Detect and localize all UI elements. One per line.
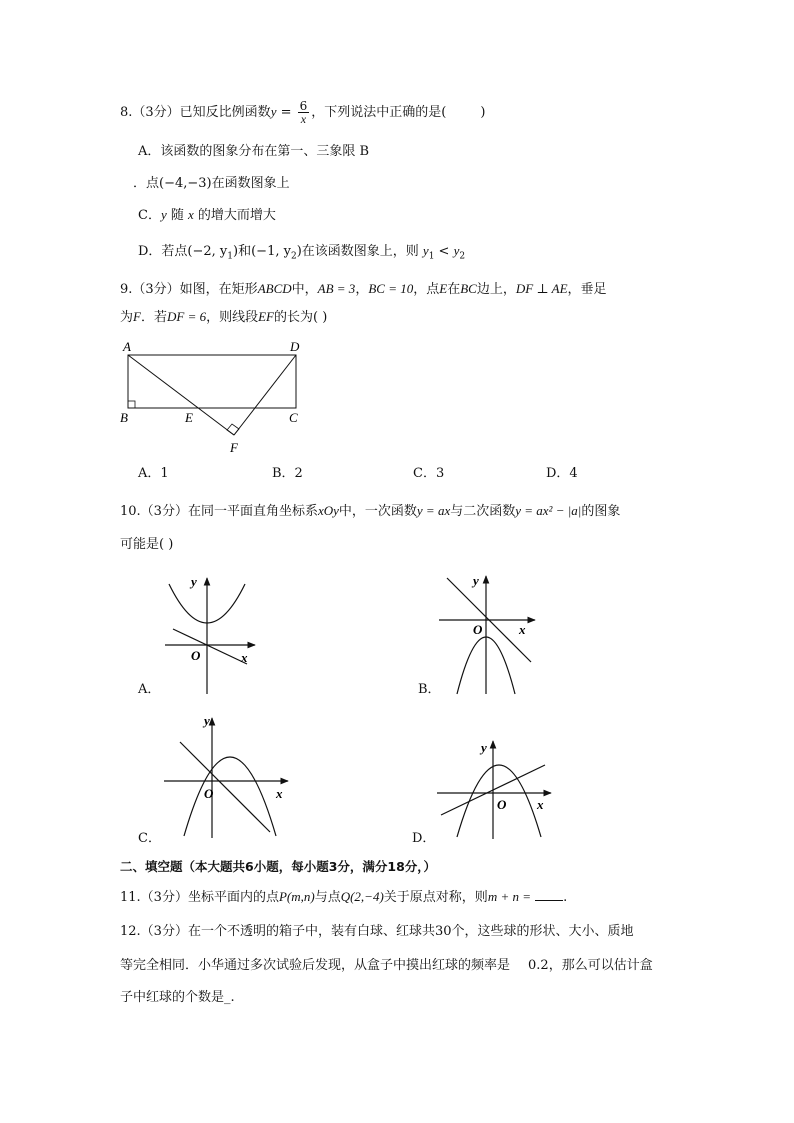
q12-line2: 等完全相同．小华通过多次试验后发现，从盒子中摸出红球的频率是 0.2，那么可以估计盒 xyxy=(120,958,653,973)
origin-label: O xyxy=(204,786,214,801)
axis-x-label: x xyxy=(241,650,248,665)
rectangle-abcd xyxy=(128,355,296,408)
q12-line3: 子中红球的个数是_. xyxy=(120,990,235,1005)
axis-y-label: y xyxy=(473,573,479,588)
q8-option-a: A．该函数的图象分布在第一、三象限 B xyxy=(138,144,370,159)
label-a: A xyxy=(123,339,131,354)
right-angle-mark-f xyxy=(227,424,239,435)
line-graph xyxy=(180,742,270,832)
q10-graph-b xyxy=(435,570,545,696)
segment-df xyxy=(234,355,296,435)
q10-option-a-label: A． xyxy=(138,682,161,697)
label-b: B xyxy=(120,410,128,425)
axis-x-label: x xyxy=(276,786,283,801)
line-graph xyxy=(173,629,247,664)
origin-label: O xyxy=(473,622,483,637)
axis-y-label: y xyxy=(191,574,197,589)
q11-stem: 11.（3分）坐标平面内的点P(m,n)与点Q(2,−4)关于原点对称，则m + n = . xyxy=(120,889,568,905)
axis-x-label: x xyxy=(519,622,526,637)
q9-option-c: C．3 xyxy=(413,466,445,481)
q11-answer-blank[interactable] xyxy=(535,888,563,901)
q9-option-a: A．1 xyxy=(138,466,169,481)
q9-option-d: D．4 xyxy=(546,466,578,481)
label-e: E xyxy=(185,410,193,425)
q10-option-d-label: D． xyxy=(412,831,436,846)
q8-option-d: D．若点(−2, $y_1$)和(−1, $y_2$)在该函数图象上，则 $y_1 < y_2$ xyxy=(138,243,466,262)
q10-option-b-label: B． xyxy=(418,682,441,697)
q8-option-c: C．y 随 x 的增大而增大 xyxy=(138,207,276,223)
q10-stem-line2: 可能是( ) xyxy=(120,537,174,552)
q10-graph-d xyxy=(433,735,555,840)
axis-y-label: y xyxy=(204,713,210,728)
section-heading: 二、填空题（本大题共6小题，每小题3分，满分18分，） xyxy=(120,859,437,874)
q10-option-c-label: C． xyxy=(138,831,161,846)
label-c: C xyxy=(289,410,298,425)
q9-stem-line1: 9.（3分）如图，在矩形ABCD中，AB = 3，BC = 10，点E在BC边上，DF ⊥ AE，垂足 xyxy=(120,281,607,297)
q8-fraction: $\frac{6}{x}$ xyxy=(299,99,308,126)
q10-stem-line1: 10.（3分）在同一平面直角坐标系xOy中，一次函数y = ax与二次函数y = ax² − |a|的图象 xyxy=(120,503,621,519)
q12-line1: 12.（3分）在一个不透明的箱子中，装有白球、红球共30个，这些球的形状、大小、质地 xyxy=(120,924,634,939)
origin-label: O xyxy=(191,648,201,663)
q10-graph-c xyxy=(160,712,290,840)
axis-x-label: x xyxy=(537,797,544,812)
label-f: F xyxy=(230,440,238,455)
q8-stem: 8.（3分）已知反比例函数y = $\frac{6}{x}$ ，下列说法中正确的是( ) xyxy=(120,99,486,126)
q9-stem-line2: 为F．若DF = 6，则线段EF的长为( ) xyxy=(120,309,328,325)
axis-y-label: y xyxy=(481,740,487,755)
q10-graph-a xyxy=(155,570,265,696)
right-angle-mark-b xyxy=(128,401,135,408)
q9-figure xyxy=(110,335,320,460)
q9-option-b: B．2 xyxy=(272,466,303,481)
origin-label: O xyxy=(497,797,507,812)
q8-option-b: ．点(−4,−3)在函数图象上 xyxy=(133,176,290,191)
label-d: D xyxy=(290,339,300,354)
segment-ae xyxy=(128,355,234,435)
